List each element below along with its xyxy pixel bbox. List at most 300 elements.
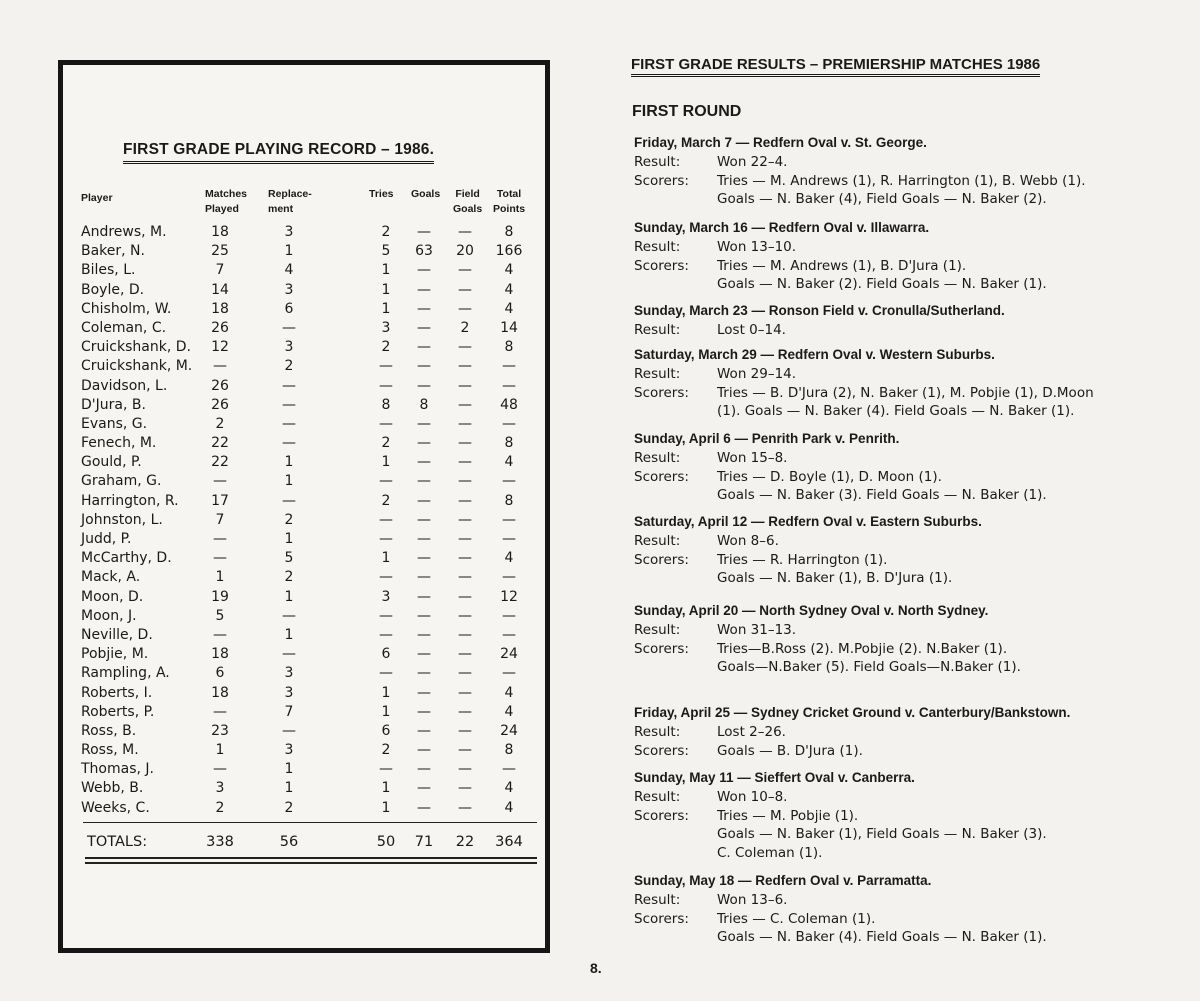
results-title: FIRST GRADE RESULTS – PREMIERSHIP MATCHES 1986 xyxy=(631,56,1040,77)
cell-goals: — xyxy=(417,550,431,567)
match-heading: Friday, April 25 — Sydney Cricket Ground v. Canterbury/Bankstown. xyxy=(634,705,1071,720)
cell-tp: — xyxy=(502,665,516,682)
cell-fg: — xyxy=(458,626,472,643)
cell-rep: — xyxy=(282,319,296,336)
match-line-label: Scorers: xyxy=(634,551,689,568)
cell-mp: 1 xyxy=(215,569,225,586)
cell-tp: 4 xyxy=(504,454,514,471)
cell-tp: 166 xyxy=(495,243,523,260)
cell-name: Biles, L. xyxy=(81,262,136,279)
cell-goals: — xyxy=(417,473,431,490)
cell-mp: 19 xyxy=(211,588,229,605)
match-line-label: Result: xyxy=(634,239,681,256)
cell-tp: 24 xyxy=(500,646,518,663)
match-line xyxy=(634,402,1075,420)
table-row xyxy=(79,779,537,798)
cell-tp: 8 xyxy=(504,339,514,356)
match-line xyxy=(634,238,929,256)
match-line-text: Won 31–13. xyxy=(717,622,797,639)
cell-fg: — xyxy=(458,531,472,547)
match-line-text: Goals — N. Baker (4), Field Goals — N. Baker (2). xyxy=(717,191,1047,208)
cell-tries: — xyxy=(379,607,393,624)
cell-mp: 2 xyxy=(215,799,225,816)
table-row xyxy=(79,684,537,703)
cell-fg: — xyxy=(458,722,472,739)
cell-goals: — xyxy=(417,492,431,509)
match-heading: Sunday, April 6 — Penrith Park v. Penrith. xyxy=(634,431,900,446)
cell-tp: 4 xyxy=(504,799,514,816)
cell-goals: — xyxy=(417,319,431,336)
cell-rep: 1 xyxy=(284,531,294,547)
cell-mp: 26 xyxy=(211,319,229,336)
cell-goals: — xyxy=(417,358,431,375)
totals-goals: 71 xyxy=(414,834,434,850)
cell-goals: — xyxy=(417,761,431,778)
cell-tries: 6 xyxy=(381,646,391,663)
cell-tries: 1 xyxy=(381,300,391,317)
cell-rep: 1 xyxy=(284,243,294,260)
cell-goals: — xyxy=(417,780,431,797)
cell-mp: — xyxy=(213,626,227,643)
cell-fg: — xyxy=(458,550,472,567)
cell-rep: 3 xyxy=(284,281,294,298)
cell-tp: 48 xyxy=(500,396,518,413)
cell-goals: 63 xyxy=(415,243,433,260)
cell-name: Moon, J. xyxy=(81,607,137,624)
cell-tp: — xyxy=(502,358,516,375)
cell-mp: 18 xyxy=(211,224,229,240)
match-block xyxy=(634,872,1047,947)
cell-name: Roberts, I. xyxy=(81,684,153,701)
cell-goals: — xyxy=(417,722,431,739)
cell-mp: 17 xyxy=(211,492,229,509)
match-line xyxy=(634,321,1005,339)
player-table xyxy=(79,223,537,818)
totals-divider xyxy=(83,822,537,823)
cell-fg: — xyxy=(458,665,472,682)
table-row xyxy=(79,799,537,818)
table-row xyxy=(79,741,537,760)
cell-fg: — xyxy=(458,339,472,356)
cell-name: Davidson, L. xyxy=(81,377,168,394)
match-line xyxy=(634,788,915,806)
match-line-text: Lost 2–26. xyxy=(717,724,786,741)
cell-tries: — xyxy=(379,358,393,375)
cell-tries: 2 xyxy=(381,339,391,356)
cell-rep: 1 xyxy=(284,454,294,471)
cell-tp: 8 xyxy=(504,742,514,759)
cell-mp: 22 xyxy=(211,454,229,471)
cell-fg: 20 xyxy=(456,243,474,260)
cell-mp: 7 xyxy=(215,511,225,528)
header-tries: Tries xyxy=(369,188,394,200)
cell-goals: — xyxy=(417,300,431,317)
cell-name: Ross, M. xyxy=(81,742,139,759)
cell-rep: — xyxy=(282,722,296,739)
match-line-text: Tries — D. Boyle (1), D. Moon (1). xyxy=(717,468,942,485)
cell-goals: — xyxy=(417,377,431,394)
cell-tries: 6 xyxy=(381,722,391,739)
cell-fg: — xyxy=(458,511,472,528)
cell-rep: — xyxy=(282,377,296,394)
cell-tries: — xyxy=(379,377,393,394)
cell-goals: — xyxy=(417,262,431,279)
cell-name: Roberts, P. xyxy=(81,703,155,720)
cell-tp: 12 xyxy=(500,588,518,605)
cell-tp: — xyxy=(502,473,516,490)
cell-rep: 3 xyxy=(284,684,294,701)
cell-goals: — xyxy=(417,607,431,624)
cell-goals: — xyxy=(417,435,431,452)
cell-rep: — xyxy=(282,607,296,624)
cell-goals: — xyxy=(417,339,431,356)
match-line xyxy=(634,844,915,862)
cell-tp: — xyxy=(502,761,516,778)
match-line-label: Scorers: xyxy=(634,640,689,657)
match-line xyxy=(634,257,967,275)
header-goals: Goals xyxy=(411,188,441,200)
table-row xyxy=(79,415,537,434)
match-line-text: Tries—B.Ross (2). M.Pobjie (2). N.Baker (1). xyxy=(717,640,1008,657)
match-heading: Sunday, May 18 — Redfern Oval v. Parramatta. xyxy=(634,873,932,888)
cell-tp: — xyxy=(502,569,516,586)
match-line-text: Tries — M. Andrews (1), B. D'Jura (1). xyxy=(717,257,967,274)
match-heading: Sunday, March 16 — Redfern Oval v. Illawarra. xyxy=(634,220,930,235)
cell-name: Webb, B. xyxy=(81,780,144,797)
totals-row xyxy=(79,831,537,853)
cell-tp: 24 xyxy=(500,722,518,739)
match-line-text: Tries — M. Pobjie (1). xyxy=(717,807,859,824)
match-line xyxy=(634,723,1070,741)
table-row xyxy=(79,530,537,549)
match-line xyxy=(634,640,1008,658)
match-line-label: Result: xyxy=(634,366,681,383)
cell-goals: — xyxy=(417,703,431,720)
match-line-text: Won 13–10. xyxy=(717,239,797,256)
cell-name: Graham, G. xyxy=(81,473,162,490)
cell-fg: — xyxy=(458,473,472,490)
cell-tp: 8 xyxy=(504,435,514,452)
cell-fg: — xyxy=(458,281,472,298)
cell-name: Gould, P. xyxy=(81,454,142,471)
match-heading: Friday, March 7 — Redfern Oval v. St. George. xyxy=(634,135,927,150)
match-line-text: Won 15–8. xyxy=(717,450,788,467)
cell-goals: — xyxy=(417,415,431,432)
cell-mp: 7 xyxy=(215,262,225,279)
match-line xyxy=(634,190,1047,208)
match-line xyxy=(634,384,1094,402)
cell-rep: — xyxy=(282,396,296,413)
match-line-label: Scorers: xyxy=(634,384,689,401)
cell-tp: — xyxy=(502,415,516,432)
cell-mp: — xyxy=(213,703,227,720)
cell-mp: — xyxy=(213,358,227,375)
table-row xyxy=(79,338,537,357)
match-line-text: (1). Goals — N. Baker (4). Field Goals — N. Baker (1). xyxy=(717,403,1075,420)
cell-goals: — xyxy=(417,569,431,586)
cell-rep: — xyxy=(282,492,296,509)
cell-name: D'Jura, B. xyxy=(81,396,146,413)
totals-replacement: 56 xyxy=(279,834,299,850)
cell-tries: 1 xyxy=(381,281,391,298)
cell-fg: — xyxy=(458,742,472,759)
cell-fg: — xyxy=(458,780,472,797)
match-heading: Sunday, March 23 — Ronson Field v. Cronulla/Sutherland. xyxy=(634,303,1005,318)
cell-mp: 26 xyxy=(211,396,229,413)
match-heading: Sunday, April 20 — North Sydney Oval v. North Sydney. xyxy=(634,603,989,618)
cell-rep: 2 xyxy=(284,799,294,816)
match-line-text: Goals — N. Baker (2). Field Goals — N. Baker (1). xyxy=(717,276,1047,293)
cell-goals: — xyxy=(417,454,431,471)
cell-tries: 3 xyxy=(381,319,391,336)
match-block xyxy=(634,346,1094,421)
cell-tp: 4 xyxy=(504,300,514,317)
cell-name: Johnston, L. xyxy=(81,511,163,528)
cell-name: McCarthy, D. xyxy=(81,550,172,567)
cell-tries: 1 xyxy=(381,799,391,816)
match-block xyxy=(634,769,1047,862)
match-line xyxy=(634,468,942,486)
match-line-label: Result: xyxy=(634,533,681,550)
header-replacement: Replace- ment xyxy=(268,188,312,215)
cell-mp: 22 xyxy=(211,435,229,452)
cell-tp: 4 xyxy=(504,684,514,701)
header-matches-played: Matches Played xyxy=(205,188,248,215)
cell-mp: — xyxy=(213,531,227,547)
cell-name: Evans, G. xyxy=(81,415,148,432)
cell-fg: — xyxy=(458,684,472,701)
cell-name: Chisholm, W. xyxy=(81,300,172,317)
cell-fg: — xyxy=(458,262,472,279)
match-line xyxy=(634,275,1047,293)
table-row xyxy=(79,472,537,491)
match-line xyxy=(634,807,915,825)
cell-tries: 3 xyxy=(381,588,391,605)
cell-tries: 2 xyxy=(381,435,391,452)
match-line xyxy=(634,532,982,550)
cell-tries: — xyxy=(379,569,393,586)
cell-mp: — xyxy=(213,761,227,778)
table-row xyxy=(79,281,537,300)
cell-tries: — xyxy=(379,511,393,528)
match-line-text: Tries — R. Harrington (1). xyxy=(717,551,888,568)
cell-tp: 14 xyxy=(500,319,518,336)
table-row xyxy=(79,588,537,607)
cell-fg: — xyxy=(458,761,472,778)
cell-mp: 3 xyxy=(215,780,225,797)
match-block xyxy=(634,219,1047,294)
playing-record-panel xyxy=(58,60,550,953)
totals-double-rule-2 xyxy=(85,862,537,864)
table-row xyxy=(79,549,537,568)
cell-tp: 8 xyxy=(504,492,514,509)
cell-goals: — xyxy=(417,799,431,816)
cell-tries: 1 xyxy=(381,454,391,471)
cell-fg: 2 xyxy=(460,319,470,336)
table-row xyxy=(79,357,537,376)
cell-rep: 1 xyxy=(284,588,294,605)
cell-tp: 4 xyxy=(504,262,514,279)
cell-goals: — xyxy=(417,224,431,240)
match-line-text: Goals — B. D'Jura (1). xyxy=(717,742,863,759)
match-line-text: Won 29–14. xyxy=(717,366,797,383)
table-row xyxy=(79,607,537,626)
table-row xyxy=(79,319,537,338)
cell-name: Cruickshank, M. xyxy=(81,358,193,375)
cell-fg: — xyxy=(458,799,472,816)
table-row xyxy=(79,300,537,319)
cell-tries: 8 xyxy=(381,396,391,413)
header-total-points: Total Points xyxy=(493,188,526,215)
cell-fg: — xyxy=(458,435,472,452)
table-row xyxy=(79,434,537,453)
totals-field-goals: 22 xyxy=(455,834,475,850)
cell-name: Moon, D. xyxy=(81,588,144,605)
cell-mp: 6 xyxy=(215,665,225,682)
cell-rep: 1 xyxy=(284,473,294,490)
match-line-label: Scorers: xyxy=(634,468,689,485)
cell-name: Harrington, R. xyxy=(81,492,179,509)
match-heading: Saturday, March 29 — Redfern Oval v. Western Suburbs. xyxy=(634,347,995,362)
match-line-text: Won 10–8. xyxy=(717,789,788,806)
match-line xyxy=(634,153,927,171)
cell-tries: — xyxy=(379,531,393,547)
cell-rep: 3 xyxy=(284,665,294,682)
table-row xyxy=(79,223,537,242)
cell-fg: — xyxy=(458,224,472,240)
cell-tries: 2 xyxy=(381,492,391,509)
match-block xyxy=(634,513,982,588)
match-line-label: Result: xyxy=(634,789,681,806)
cell-fg: — xyxy=(458,300,472,317)
totals-matches: 338 xyxy=(206,834,234,850)
match-line xyxy=(634,449,899,467)
cell-tries: 1 xyxy=(381,780,391,797)
cell-name: Rampling, A. xyxy=(81,665,170,682)
cell-name: Boyle, D. xyxy=(81,281,145,298)
cell-fg: — xyxy=(458,646,472,663)
match-line-text: Tries — C. Coleman (1). xyxy=(717,910,876,927)
cell-mp: 26 xyxy=(211,377,229,394)
cell-rep: 7 xyxy=(284,703,294,720)
cell-tries: — xyxy=(379,761,393,778)
cell-fg: — xyxy=(458,588,472,605)
cell-tries: 2 xyxy=(381,224,391,240)
match-line-label: Result: xyxy=(634,724,681,741)
cell-tp: — xyxy=(502,511,516,528)
cell-mp: 14 xyxy=(211,281,229,298)
cell-mp: 1 xyxy=(215,742,225,759)
match-line xyxy=(634,365,995,383)
cell-fg: — xyxy=(458,607,472,624)
cell-name: Coleman, C. xyxy=(81,319,167,336)
match-line-text: Goals — N. Baker (4). Field Goals — N. Baker (1). xyxy=(717,929,1047,946)
match-line xyxy=(634,621,988,639)
cell-mp: 5 xyxy=(215,607,225,624)
match-block xyxy=(634,430,1047,505)
table-row xyxy=(79,511,537,530)
match-heading: Sunday, May 11 — Sieffert Oval v. Canberra. xyxy=(634,770,915,785)
round-title: FIRST ROUND xyxy=(632,103,742,120)
cell-fg: — xyxy=(458,703,472,720)
match-block xyxy=(634,602,1021,677)
cell-mp: — xyxy=(213,473,227,490)
match-line-text: Goals—N.Baker (5). Field Goals—N.Baker (1). xyxy=(717,659,1021,676)
playing-record-title: FIRST GRADE PLAYING RECORD – 1986. xyxy=(123,141,434,164)
cell-rep: 4 xyxy=(284,262,294,279)
cell-tries: 5 xyxy=(381,243,391,260)
cell-rep: 1 xyxy=(284,761,294,778)
match-line xyxy=(634,742,1070,760)
cell-name: Weeks, C. xyxy=(81,799,150,816)
cell-rep: 2 xyxy=(284,569,294,586)
cell-goals: — xyxy=(417,626,431,643)
cell-mp: 18 xyxy=(211,300,229,317)
cell-tries: 1 xyxy=(381,550,391,567)
match-line-text: C. Coleman (1). xyxy=(717,844,823,861)
cell-mp: — xyxy=(213,550,227,567)
cell-goals: — xyxy=(417,684,431,701)
cell-fg: — xyxy=(458,454,472,471)
cell-mp: 25 xyxy=(211,243,229,260)
table-row xyxy=(79,703,537,722)
totals-label: TOTALS: xyxy=(87,834,148,850)
cell-rep: 3 xyxy=(284,742,294,759)
cell-tp: 4 xyxy=(504,550,514,567)
cell-rep: 1 xyxy=(284,626,294,643)
page-number: 8. xyxy=(590,960,602,976)
cell-rep: 1 xyxy=(284,780,294,797)
match-line xyxy=(634,569,982,587)
header-player: Player xyxy=(81,192,113,204)
cell-tries: 1 xyxy=(381,703,391,720)
match-line-label: Scorers: xyxy=(634,172,689,189)
cell-fg: — xyxy=(458,377,472,394)
cell-fg: — xyxy=(458,492,472,509)
cell-mp: 12 xyxy=(211,339,229,356)
cell-name: Ross, B. xyxy=(81,722,137,739)
cell-goals: — xyxy=(417,665,431,682)
cell-name: Baker, N. xyxy=(81,243,145,260)
table-row xyxy=(79,492,537,511)
table-row xyxy=(79,760,537,779)
cell-tp: 4 xyxy=(504,281,514,298)
match-line-text: Goals — N. Baker (1), Field Goals — N. Baker (3). xyxy=(717,826,1047,843)
match-line xyxy=(634,825,1047,843)
cell-name: Neville, D. xyxy=(81,626,153,643)
cell-mp: 23 xyxy=(211,722,229,739)
match-line-label: Result: xyxy=(634,450,681,467)
cell-goals: — xyxy=(417,531,431,547)
match-line xyxy=(634,172,1086,190)
match-heading: Saturday, April 12 — Redfern Oval v. Eastern Suburbs. xyxy=(634,514,982,529)
cell-rep: 5 xyxy=(284,550,294,567)
cell-tp: 4 xyxy=(504,780,514,797)
table-row xyxy=(79,242,537,261)
table-row xyxy=(79,261,537,280)
cell-goals: — xyxy=(417,588,431,605)
table-row xyxy=(79,377,537,396)
cell-rep: 3 xyxy=(284,339,294,356)
match-line-text: Won 13–6. xyxy=(717,892,788,909)
cell-rep: 6 xyxy=(284,300,294,317)
match-line xyxy=(634,928,1047,946)
match-line-text: Tries — M. Andrews (1), R. Harrington (1), B. Webb (1). xyxy=(717,172,1086,189)
table-row xyxy=(79,396,537,415)
totals-double-rule-1 xyxy=(85,857,537,859)
match-line xyxy=(634,486,1047,504)
cell-tries: — xyxy=(379,665,393,682)
